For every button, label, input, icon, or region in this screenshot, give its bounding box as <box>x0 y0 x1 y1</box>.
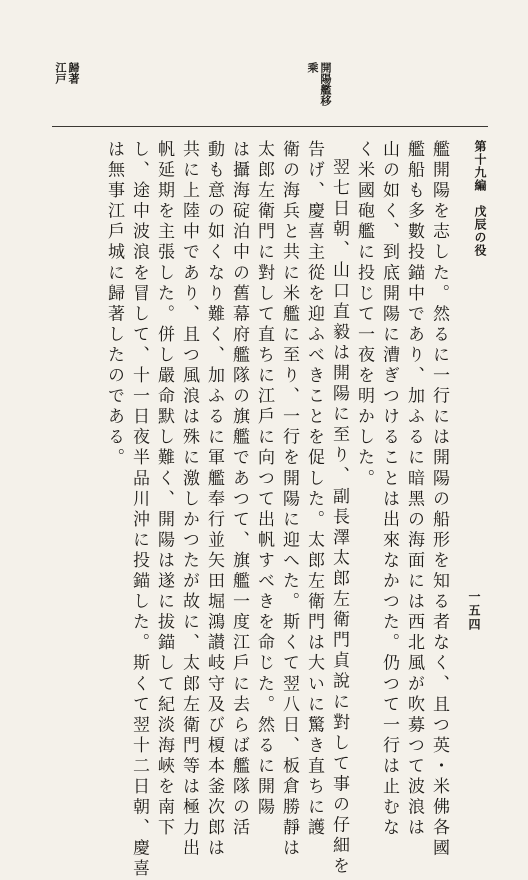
text-column: は攝海碇泊中の舊幕府艦隊の旗艦であつて、旗艦一度江戶に去らば艦隊の活 <box>229 140 249 839</box>
text-column: 艦開陽を志した。然るに一行には開陽の船形を知る者なく、且つ英・米佛各國 <box>429 140 449 860</box>
text-column: 艦船も多數投錨中であり、加ふるに暗黑の海面には西北風が吹募つて波浪は <box>404 140 424 839</box>
margin-note-left-2 <box>68 62 79 84</box>
text-column: く米國砲艦に投じて一夜を明かした。 <box>354 140 374 490</box>
margin-note-left <box>55 62 66 84</box>
margin-note-right-2 <box>307 62 318 73</box>
header-rule <box>52 126 488 127</box>
text-column: 衛の海兵と共に米艦に至り、一行を開陽に迎へた。斯くて翌八日、板倉勝靜は <box>279 140 299 860</box>
text-column: は無事江戶城に歸著したのである。 <box>104 140 124 469</box>
text-column: 共に上陸中であり、且つ風浪は殊に激しかつたが故に、太郎左衛門等は極力出 <box>179 140 199 860</box>
margin-note-right <box>320 62 331 106</box>
margin-note-left-line-1: 江戸 <box>54 62 67 84</box>
section-title: 戊辰の役 <box>473 205 487 257</box>
text-column: 帆延期を主張した。併し嚴命默し難く、開陽は遂に拔錨して紀淡海峽を南下 <box>154 140 174 839</box>
text-column: 動も意の如くなり難く、加ふるに軍艦奉行並矢田堀鴻讃岐守及び榎本釜次郎は <box>204 140 224 860</box>
text-column: し、途中波浪を冒して、十一日夜半品川沖に投錨した。斯くて翌十二日朝、慶喜 <box>129 140 149 880</box>
margin-note-right-line-1: 開陽艦移 <box>319 62 332 106</box>
margin-note-left-line-2: 歸著 <box>67 62 80 84</box>
text-column: 太郎左衛門に對して直ちに江戶に向つて出帆すべきを命じた。然るに開陽 <box>254 140 274 819</box>
text-column: 翌七日朝、山口直毅は開陽に至り、副長澤太郎左衛門貞說に對して事の仔細を <box>329 158 349 878</box>
page-number: 一五四 <box>467 590 481 632</box>
body-text <box>80 140 454 880</box>
running-header <box>472 140 489 257</box>
text-column: 告げ、慶喜主從を迎ふべきことを促した。太郎左衛門は大いに驚き直ちに護 <box>304 140 324 839</box>
chapter-label: 第十九編 <box>473 140 487 192</box>
margin-note-right-line-2: 乘 <box>306 62 319 73</box>
text-column: 山の如く、到底開陽に漕ぎつけることは出來なかつた。仍つて一行は止むな <box>379 140 399 839</box>
